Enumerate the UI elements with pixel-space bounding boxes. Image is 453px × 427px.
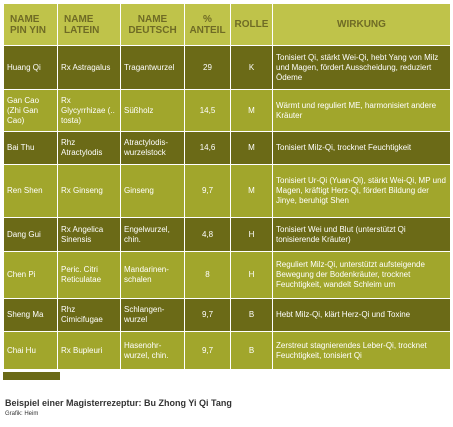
cell-anteil: 9,7	[185, 299, 231, 332]
table-row	[4, 332, 451, 370]
table-row	[4, 252, 451, 299]
cell-latein: Rx Bupleuri	[58, 332, 121, 370]
cell-deutsch: Ginseng	[121, 165, 185, 218]
table-row	[4, 299, 451, 332]
cell-wirkung: Zerstreut stagnierendes Leber-Qi, trocknet Feuchtigkeit, tonisiert Qi	[273, 332, 451, 370]
cell-latein: Rhz Cimicifugae	[58, 299, 121, 332]
cell-deutsch: Hasenohr-wurzel, chin.	[121, 332, 185, 370]
table-row	[4, 218, 451, 252]
cell-rolle: M	[231, 165, 273, 218]
header-rolle: ROLLE	[231, 4, 273, 46]
herb-table-container	[3, 3, 450, 380]
cell-latein: Rx Astragalus	[58, 46, 121, 90]
cell-latein: Peric. Citri Reticulatae	[58, 252, 121, 299]
table-row	[4, 165, 451, 218]
table-row	[4, 90, 451, 132]
cell-anteil: 9,7	[185, 165, 231, 218]
cell-wirkung: Tonisiert Ur-Qi (Yuan-Qi), stärkt Wei-Qi, MP und Magen, kräftigt Herz-Qi, fördert Bildung der Jinye, beruhigt Shen	[273, 165, 451, 218]
cell-deutsch: Engelwurzel, chin.	[121, 218, 185, 252]
cell-deutsch: Tragantwurzel	[121, 46, 185, 90]
cell-pinyin: Bai Thu	[4, 132, 58, 165]
credit: Grafik: Heim	[5, 411, 39, 417]
cell-latein: Rx Angelica Sinensis	[58, 218, 121, 252]
cell-anteil: 8	[185, 252, 231, 299]
cell-pinyin: Huang Qi	[4, 46, 58, 90]
cell-wirkung: Tonisiert Qi, stärkt Wei-Qi, hebt Yang von Milz und Magen, fördert Ausscheidung, reduziert Ödeme	[273, 46, 451, 90]
cell-deutsch: Süßholz	[121, 90, 185, 132]
cell-wirkung: Wärmt und reguliert ME, harmonisiert andere Kräuter	[273, 90, 451, 132]
cell-pinyin: Gan Cao (Zhi Gan Cao)	[4, 90, 58, 132]
cell-pinyin: Ren Shen	[4, 165, 58, 218]
cell-rolle: M	[231, 90, 273, 132]
cell-anteil: 14,6	[185, 132, 231, 165]
cell-deutsch: Mandarinen-schalen	[121, 252, 185, 299]
cell-rolle: H	[231, 252, 273, 299]
cell-latein: Rx Glycyrrhizae (.. tosta)	[58, 90, 121, 132]
herb-table	[3, 3, 451, 370]
cell-rolle: K	[231, 46, 273, 90]
table-row	[4, 46, 451, 90]
cell-rolle: B	[231, 332, 273, 370]
cell-pinyin: Dang Gui	[4, 218, 58, 252]
cell-wirkung: Tonisiert Milz-Qi, trocknet Feuchtigkeit	[273, 132, 451, 165]
footer-bar	[3, 372, 60, 380]
cell-wirkung: Hebt Milz-Qi, klärt Herz-Qi und Toxine	[273, 299, 451, 332]
cell-deutsch: Atractylodis-wurzelstock	[121, 132, 185, 165]
cell-anteil: 9,7	[185, 332, 231, 370]
cell-wirkung: Tonisiert Wei und Blut (unterstützt Qi tonisierende Kräuter)	[273, 218, 451, 252]
header-wirkung: WIRKUNG	[273, 4, 451, 46]
caption: Beispiel einer Magisterrezeptur: Bu Zhong Yi Qi Tang	[5, 398, 232, 408]
table-row	[4, 132, 451, 165]
cell-pinyin: Chai Hu	[4, 332, 58, 370]
cell-deutsch: Schlangen-wurzel	[121, 299, 185, 332]
cell-wirkung: Reguliert Milz-Qi, unterstützt aufsteigende Bewegung der Bodenkräuter, trocknet Feuchtigkeit, wandelt Schleim um	[273, 252, 451, 299]
header-pinyin: NAME PIN YIN	[4, 4, 58, 46]
cell-anteil: 4,8	[185, 218, 231, 252]
cell-latein: Rx Ginseng	[58, 165, 121, 218]
cell-pinyin: Sheng Ma	[4, 299, 58, 332]
cell-rolle: H	[231, 218, 273, 252]
header-latein: NAME LATEIN	[58, 4, 121, 46]
header-deutsch: NAME DEUTSCH	[121, 4, 185, 46]
cell-rolle: M	[231, 132, 273, 165]
cell-anteil: 14,5	[185, 90, 231, 132]
cell-pinyin: Chen Pi	[4, 252, 58, 299]
header-row	[4, 4, 451, 46]
cell-anteil: 29	[185, 46, 231, 90]
cell-latein: Rhz Atractylodis	[58, 132, 121, 165]
header-anteil: % ANTEIL	[185, 4, 231, 46]
cell-rolle: B	[231, 299, 273, 332]
